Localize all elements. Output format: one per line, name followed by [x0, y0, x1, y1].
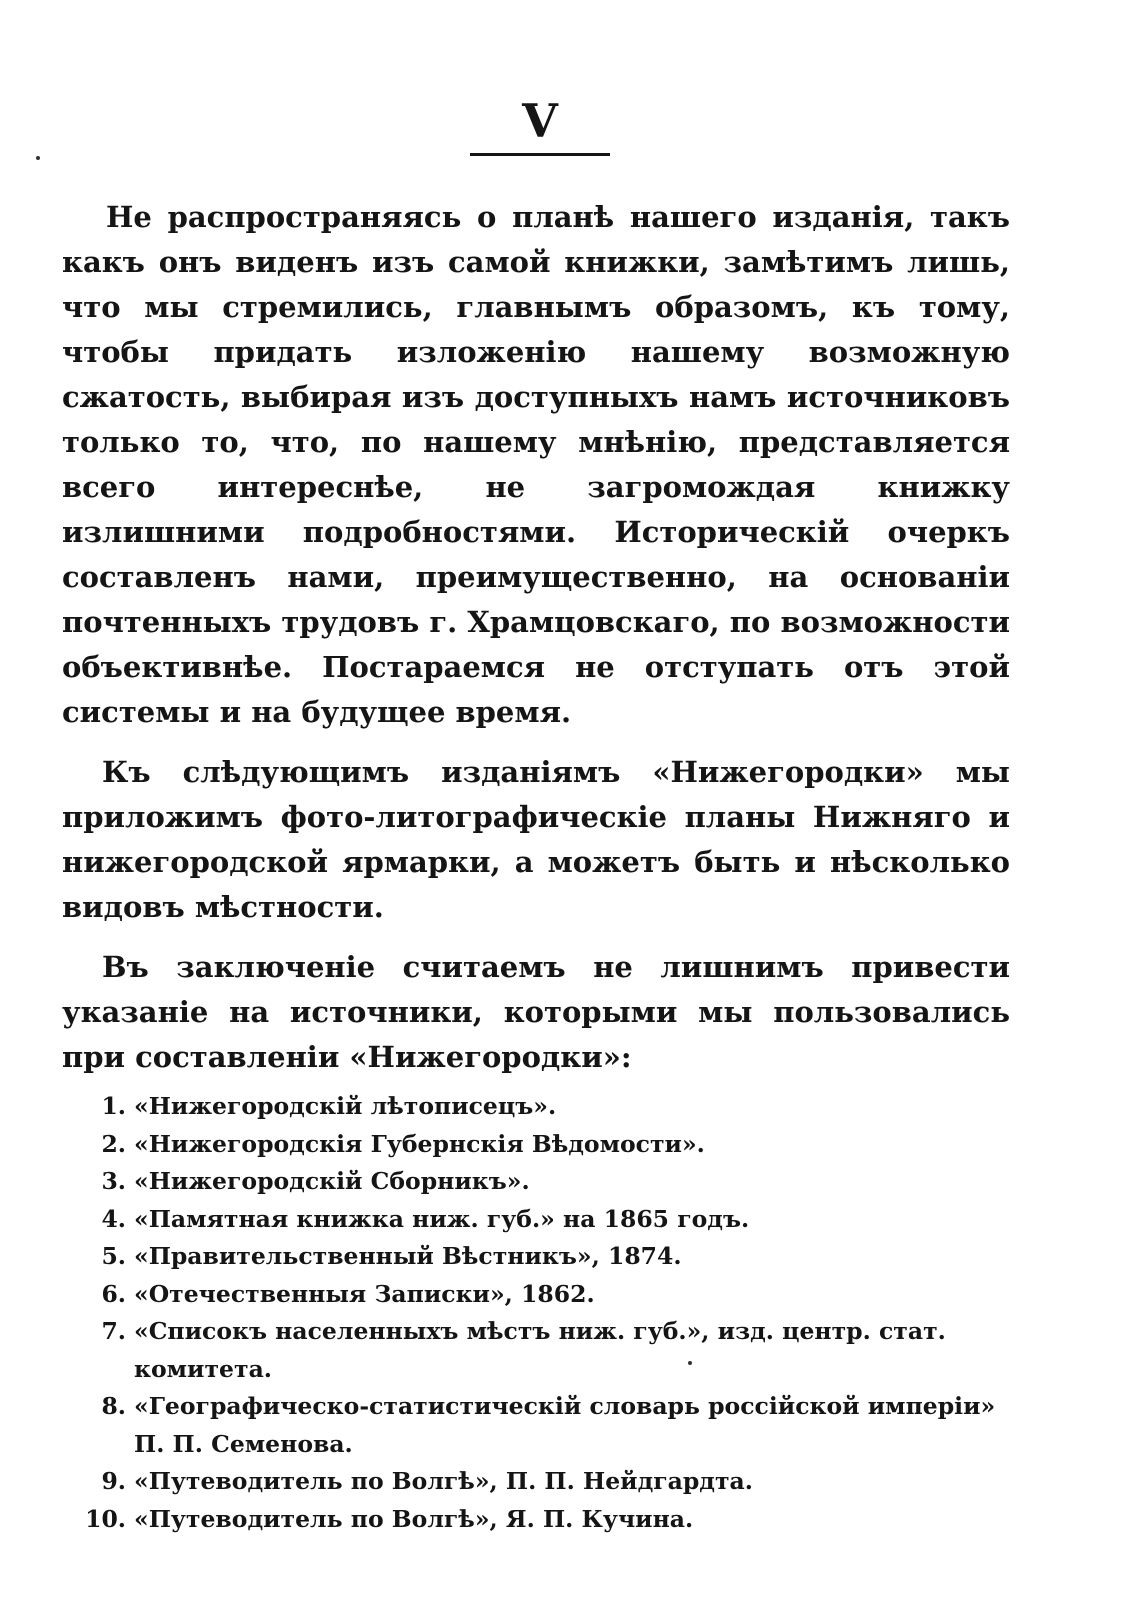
list-item-number: 8.: [101, 1392, 126, 1420]
list-item: [62, 1388, 1010, 1463]
paragraph-sources-intro: Въ заключеніе считаемъ не лишнимъ привести указаніе на источники, которыми мы пользовались при составленіи «Нижегородки»:: [62, 950, 1010, 1074]
list-item: [62, 1463, 1010, 1501]
list-item: [62, 1238, 1010, 1276]
list-item-text: «Отечественныя Записки», 1862.: [134, 1279, 595, 1308]
list-item: [62, 1201, 1010, 1239]
list-item-number: 10.: [85, 1504, 126, 1533]
list-item-number: 1.: [101, 1092, 126, 1120]
list-item: [62, 1313, 1010, 1388]
list-item-text: «Списокъ населенныхъ мѣстъ ниж. губ.», изд. центр. стат. комитета.: [134, 1317, 946, 1383]
list-item: [62, 1088, 1010, 1126]
list-item-number: 3.: [101, 1167, 126, 1195]
paragraph-preface-plan: Не распространяясь о планѣ нашего изданія, такъ какъ онъ виденъ изъ самой книжки, замѣтимъ лишь, что мы стремились, главнымъ образомъ, къ тому, чтобы придать изложенію нашему возможную сжатость, выбирая изъ доступныхъ намъ источниковъ только то, что, по нашему мнѣнію, представляется всего интереснѣе, не загромождая книжку излишними подробностями. Историческій очеркъ составленъ нами, преимущественно, на основаніи почтенныхъ трудовъ г. Храмцовскаго, по возможности объективнѣе. Постараемся не отступать отъ этой системы и на будущее время.: [62, 200, 1010, 729]
sources-list: [62, 1088, 1010, 1538]
list-item-text: «Правительственный Вѣстникъ», 1874.: [134, 1242, 682, 1270]
list-item-text: «Памятная книжка ниж. губ.» на 1865 годъ.: [134, 1204, 750, 1233]
paragraph-future-editions: Къ слѣдующимъ изданіямъ «Нижегородки» мы приложимъ фото-литографическіе планы Нижняго и нижегородской ярмарки, а можетъ быть и нѣсколько видовъ мѣстности.: [62, 755, 1010, 924]
page-number: V: [522, 94, 558, 148]
list-item-text: «Нижегородскія Губернскія Вѣдомости».: [134, 1129, 705, 1158]
list-item-number: 5.: [101, 1242, 126, 1270]
list-item-text: «Географическо-статистическій словарь россійской имперіи» П. П. Семенова.: [134, 1392, 996, 1458]
list-item: [62, 1501, 1010, 1539]
list-item-number: 7.: [101, 1317, 126, 1345]
header-rule: [470, 153, 610, 156]
list-item-text: «Нижегородскій лѣтописецъ».: [134, 1092, 557, 1120]
body-text: [62, 195, 1010, 1080]
list-item-number: 2.: [101, 1129, 126, 1158]
list-item-text: «Нижегородскій Сборникъ».: [134, 1167, 530, 1195]
print-speck: [688, 1361, 692, 1365]
list-item-number: 4.: [101, 1204, 126, 1233]
list-item: [62, 1276, 1010, 1314]
list-item-text: «Путеводитель по Волгѣ», Я. П. Кучина.: [134, 1504, 694, 1533]
list-item-number: 9.: [101, 1467, 126, 1495]
list-item: [62, 1126, 1010, 1164]
print-speck: [36, 156, 40, 160]
list-item: [62, 1163, 1010, 1201]
list-item-number: 6.: [101, 1279, 126, 1308]
list-item-text: «Путеводитель по Волгѣ», П. П. Нейдгардта.: [134, 1467, 753, 1495]
